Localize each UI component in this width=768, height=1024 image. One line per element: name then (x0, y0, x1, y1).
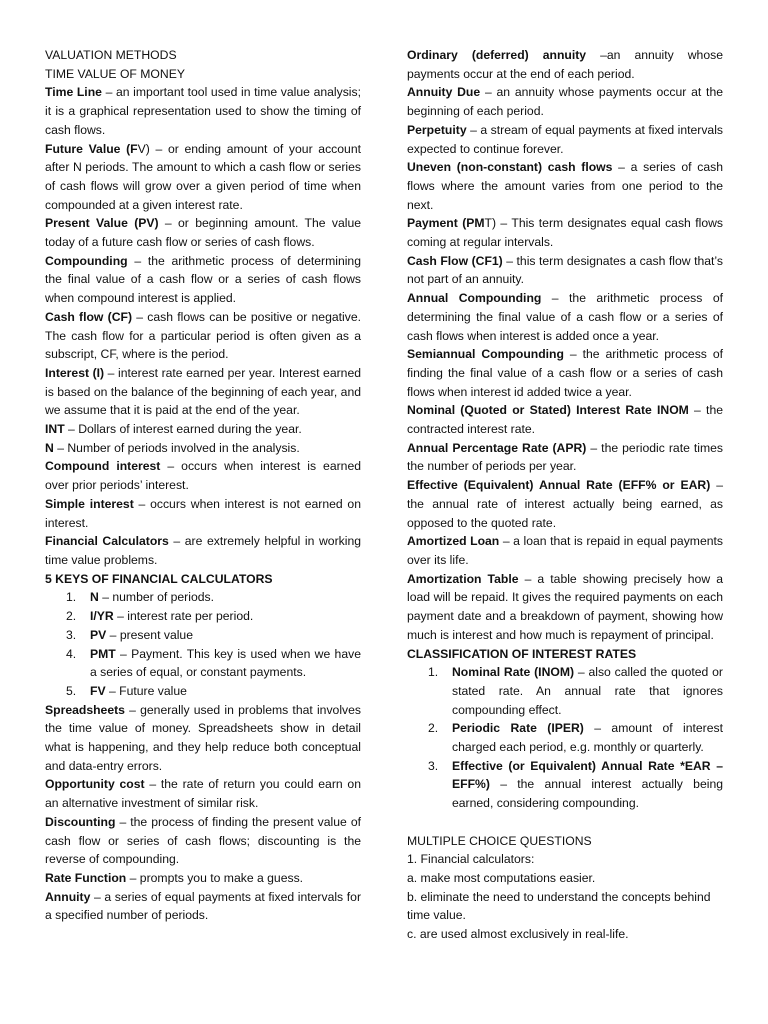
definition-entry (45, 83, 361, 139)
numbered-item (45, 607, 361, 626)
definition-entry (45, 888, 361, 925)
mcq-option: a. make most computations easier. (407, 870, 596, 885)
item-term: PMT (90, 646, 116, 661)
right-column (407, 46, 723, 944)
definition-text: – the process of finding the present value of cash flow or series of cash flows; discounting is the reverse of compounding. (45, 814, 361, 867)
numbered-item (407, 663, 723, 719)
definition-entry (45, 457, 361, 494)
definition-entry (407, 345, 723, 401)
definition-term: Effective (Equivalent) Annual Rate (EFF% or EAR) (407, 478, 711, 493)
definition-entry (407, 46, 723, 83)
item-number: 5. (66, 683, 77, 698)
definition-term: INT (45, 422, 65, 437)
definition-entry (407, 570, 723, 645)
numbered-item (45, 626, 361, 645)
definition-term: Uneven (non-constant) cash flows (407, 160, 613, 175)
definition-entry (407, 252, 723, 289)
item-number: 3. (428, 758, 439, 773)
definition-term: Cash Flow (CF1) (407, 253, 503, 268)
numbered-item (45, 682, 361, 701)
definition-term: Nominal (Quoted or Stated) Interest Rate INOM (407, 403, 689, 418)
definition-entry (45, 140, 361, 215)
definition-term: Rate Function (45, 870, 127, 885)
item-text: – number of periods. (98, 590, 214, 605)
definition-text: – the contracted interest rate. (407, 403, 723, 437)
definition-text: T) – This term designates equal cash flows coming at regular intervals. (407, 216, 723, 250)
definition-term: Annual Percentage Rate (APR) (407, 440, 587, 455)
mcq-options (407, 869, 723, 944)
left-definitions-2 (45, 701, 361, 925)
definition-term: Future Value (F (45, 141, 138, 156)
definition-entry (45, 308, 361, 364)
item-number: 2. (66, 609, 77, 624)
item-term: N (90, 590, 99, 605)
item-number: 1. (428, 665, 439, 680)
definition-text: – a series of cash flows where the amount varies from one period to the next. (407, 160, 724, 212)
numbered-item (407, 757, 723, 813)
definition-text: – an important tool used in time value analysis; it is a graphical representation used to show the timing of cash flows. (45, 85, 361, 137)
keys-heading: 5 KEYS OF FINANCIAL CALCULATORS (45, 571, 273, 586)
calculator-keys-list (45, 588, 361, 700)
mcq-option: b. eliminate the need to understand the concepts behind time value. (407, 889, 711, 923)
definition-term: Perpetuity (407, 122, 467, 137)
definition-entry (45, 420, 361, 439)
definition-text: V) – or ending amount of your account after N periods. The amount to which a cash flow or series of cash flows will grow over a given period of time when compounded at a given interest rate. (45, 141, 361, 212)
definition-text: – prompts you to make a guess. (126, 870, 304, 885)
definition-text: – a stream of equal payments at fixed intervals expected to continue forever. (407, 122, 723, 156)
definition-term: Discounting (45, 814, 116, 829)
item-number: 2. (428, 721, 439, 736)
item-text: – Payment. This key is used when we have a series of equal, or constant payments. (90, 646, 361, 680)
definition-entry (45, 495, 361, 532)
definition-term: Annuity (45, 889, 91, 904)
numbered-item (407, 719, 723, 756)
definition-text: – this term designates a cash flow that’s not part of an annuity. (407, 253, 723, 287)
definition-text: – Dollars of interest earned during the year. (64, 422, 302, 437)
classification-heading: CLASSIFICATION OF INTEREST RATES (407, 646, 637, 661)
left-column (45, 46, 361, 925)
definition-entry (407, 214, 723, 251)
definition-term: Financial Calculators (45, 534, 169, 549)
definition-text: – the annual rate of interest actually being earned, as opposed to the quoted rate. (407, 478, 723, 530)
title-time-value-of-money: TIME VALUE OF MONEY (45, 66, 185, 81)
definition-text: – are extremely helpful in working time value problems. (45, 534, 362, 567)
definition-text: – cash flows can be positive or negative. The cash flow for a particular period is often given as a subscript, CF, where is the period. (45, 309, 361, 362)
definition-entry (45, 252, 361, 308)
definition-term: Compound interest (45, 459, 161, 474)
definition-text: – the periodic rate times the number of periods per year. (407, 440, 724, 474)
definition-term: Annuity Due (407, 85, 481, 100)
definition-term: Compounding (45, 253, 128, 268)
definition-entry (45, 701, 361, 776)
definition-term: Interest (I) (45, 365, 105, 380)
definition-entry (45, 775, 361, 812)
definition-term: Opportunity cost (45, 777, 145, 792)
item-term: Effective (or Equivalent) Annual Rate *EAR – EFF%) (452, 758, 723, 792)
definition-term: Spreadsheets (45, 702, 125, 717)
definition-entry (407, 401, 723, 438)
definition-text: – occurs when interest is not earned on interest. (45, 496, 361, 530)
definition-text: –an annuity whose payments occur at the end of each period. (407, 48, 723, 81)
definition-term: Simple interest (45, 496, 134, 511)
definition-text: – or beginning amount. The value today of a future cash flow or series of cash flows. (45, 216, 362, 250)
item-term: I/YR (90, 609, 114, 624)
definition-text: – the arithmetic process of determining the final value of a cash flow or a series of cash flows when compound interest is applied. (45, 253, 361, 306)
definition-term: Payment (PM (407, 216, 485, 231)
item-text: – interest rate per period. (113, 609, 254, 624)
definition-entry (407, 158, 723, 214)
definition-text: – a table showing precisely how a load will be repaid. It gives the required payments on each payment date and a breakdown of payment, showing how much is interest and how much is repayment of principal. (407, 571, 723, 642)
numbered-item (45, 645, 361, 682)
definition-entry (45, 532, 361, 569)
item-text: – amount of interest charged each period, e.g. monthly or quarterly. (452, 721, 723, 755)
definition-entry (407, 121, 723, 158)
item-number: 1. (66, 590, 77, 605)
mcq-heading: MULTIPLE CHOICE QUESTIONS (407, 833, 592, 848)
definition-text: – the rate of return you could earn on an alternative investment of similar risk. (45, 777, 361, 811)
definition-term: Annual Compounding (407, 291, 542, 306)
item-text: – the annual interest actually being earned, considering compounding. (452, 777, 723, 811)
item-term: FV (90, 683, 106, 698)
definition-entry (407, 476, 723, 532)
definition-entry (45, 439, 361, 458)
definition-term: Ordinary (deferred) annuity (407, 48, 587, 62)
title-valuation-methods: VALUATION METHODS (45, 48, 177, 62)
item-text: – Future value (105, 683, 187, 698)
definition-entry (407, 439, 723, 476)
definition-text: – a loan that is repaid in equal payments over its life. (407, 534, 723, 567)
definition-text: – the arithmetic process of finding the final value of a cash flow or a series of cash flows when interest id added twice a year. (407, 347, 724, 399)
definition-entry (407, 289, 723, 345)
definition-entry (45, 869, 361, 888)
definition-text: – an annuity whose payments occur at the beginning of each period. (407, 85, 723, 119)
definition-text: – Number of periods involved in the analysis. (53, 440, 300, 455)
item-number: 4. (66, 646, 77, 661)
definition-term: Amortization Table (407, 571, 519, 586)
definition-text: – a series of equal payments at fixed intervals for a specified number of periods. (45, 889, 361, 923)
spacer (407, 813, 723, 832)
definition-entry (45, 364, 361, 420)
item-term: PV (90, 627, 107, 642)
definition-term: Semiannual Compounding (407, 347, 564, 362)
item-text: – also called the quoted or stated rate. An annual rate that ignores compounding effect. (452, 665, 723, 717)
left-definitions (45, 83, 361, 569)
item-number: 3. (66, 627, 77, 642)
item-term: Periodic Rate (IPER) (452, 721, 584, 736)
mcq-question: 1. Financial calculators: (407, 852, 535, 867)
definition-entry (407, 532, 723, 569)
definition-term: Present Value (PV) (45, 216, 159, 231)
item-term: Nominal Rate (INOM) (452, 665, 575, 680)
numbered-item (45, 588, 361, 607)
definition-term: Cash flow (CF) (45, 309, 133, 324)
item-text: – present value (106, 627, 193, 642)
definition-entry (45, 813, 361, 869)
definition-term: Time Line (45, 85, 102, 100)
definition-text: – the arithmetic process of determining the final value of a cash flow or a series of cash flows when interest is added once a year. (407, 291, 723, 343)
definition-term: Amortized Loan (407, 534, 500, 549)
right-definitions (407, 46, 723, 645)
definition-text: – interest rate earned per year. Interest earned is based on the balance of the beginning of each year, and we assume that it is paid at the end of the year. (45, 365, 361, 418)
definition-text: – generally used in problems that involves the time value of money. Spreadsheets show in detail what is happening, and they help reduce both conceptual and data-entry errors. (45, 702, 361, 773)
definition-entry (45, 214, 361, 251)
definition-text: – occurs when interest is earned over prior periods’ interest. (45, 459, 362, 493)
definition-term: N (45, 440, 54, 455)
mcq-option: c. are used almost exclusively in real-life. (407, 927, 629, 942)
interest-rate-classes-list (407, 663, 723, 813)
definition-entry (407, 83, 723, 120)
